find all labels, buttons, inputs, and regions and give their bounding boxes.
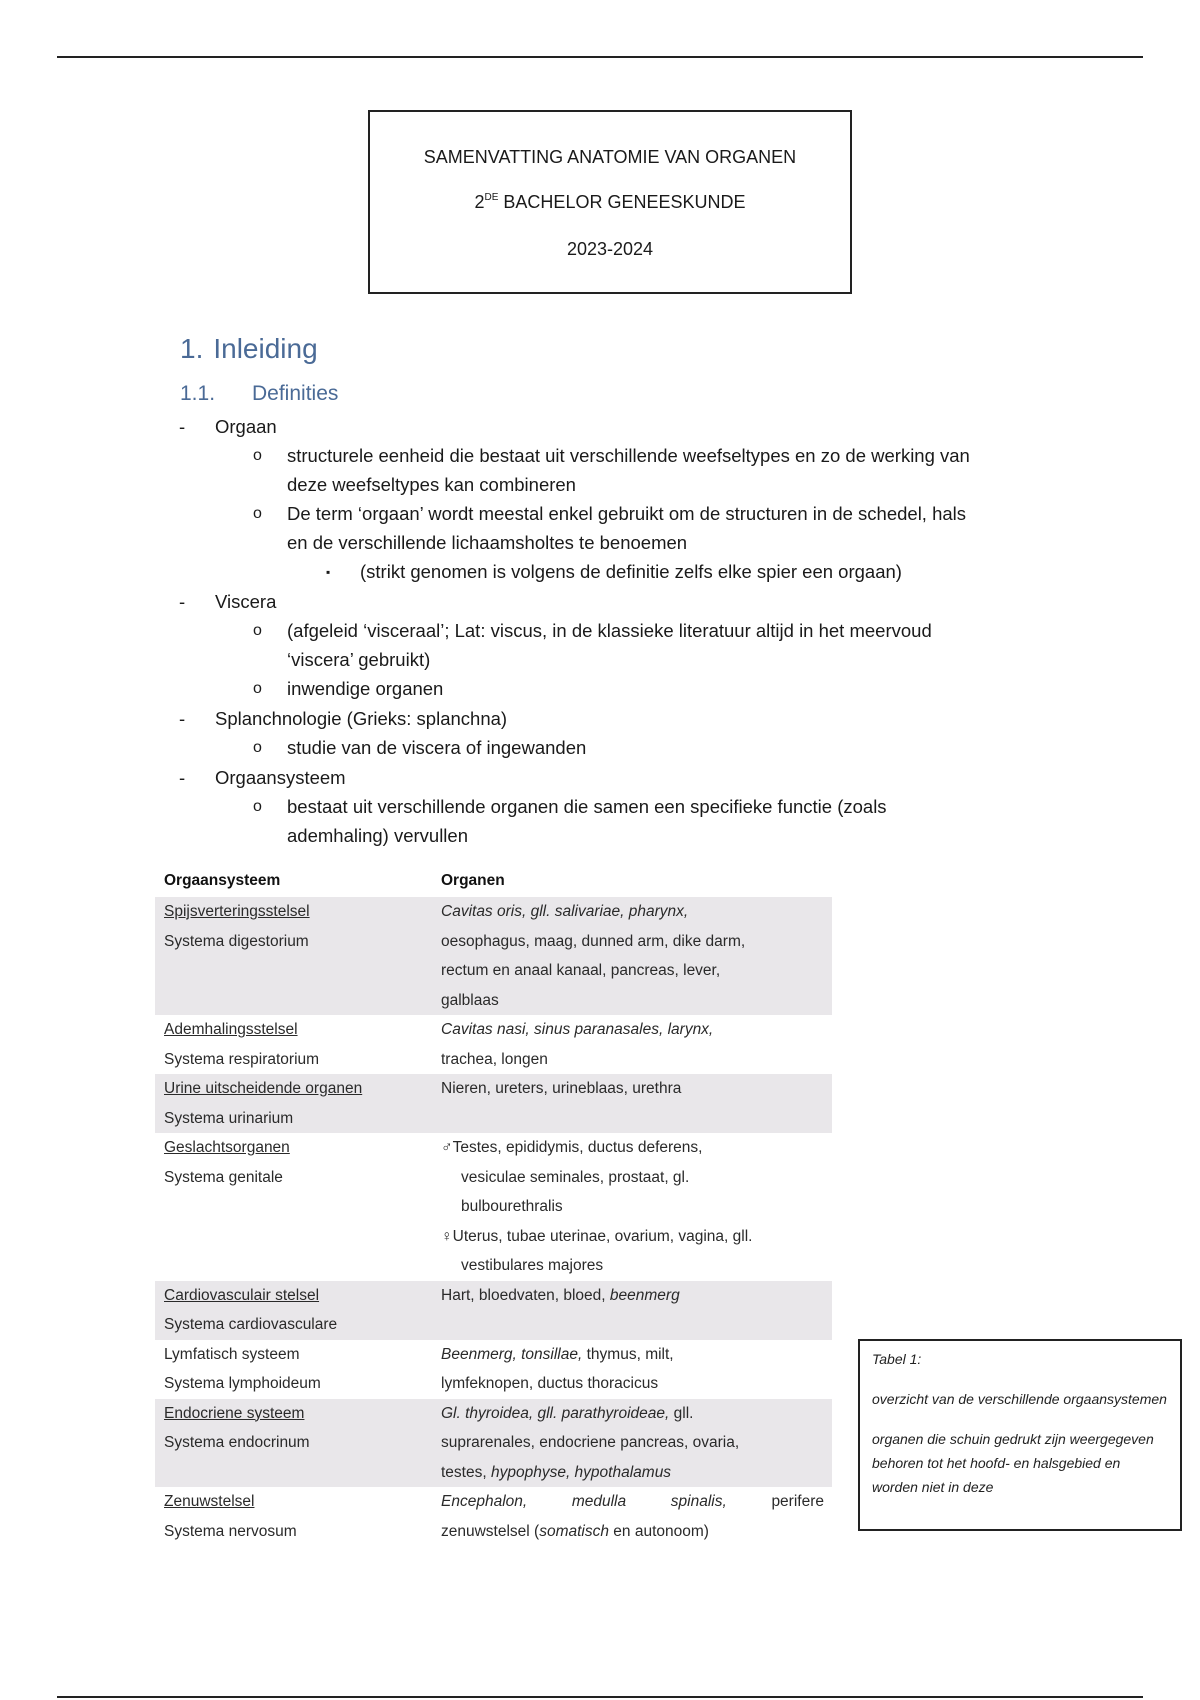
list-item: o De term ‘orgaan’ wordt meestal enkel gebruikt om de structuren in de schedel, hals xyxy=(287,500,1047,528)
circle-bullet: o xyxy=(253,622,262,639)
list-item-orgaan: - Orgaan xyxy=(215,413,277,441)
heading-2: 1.1. Definities xyxy=(180,382,339,405)
table-row: Zenuwstelsel Systema nervosum Encephalon, medulla spinalis, perifere zenuwstelsel (somatisch en autonoom) xyxy=(164,1493,824,1540)
table-row: Urine uitscheidende organen Systema urinarium Nieren, ureters, urineblaas, urethra xyxy=(155,1074,832,1133)
table-header xyxy=(155,865,832,897)
table-row: Cardiovasculair stelsel Systema cardiovasculare Hart, bloedvaten, bloed, beenmerg xyxy=(155,1281,832,1340)
circle-bullet: o xyxy=(253,447,262,464)
table-caption-box xyxy=(858,1339,1182,1531)
list-item: o structurele eenheid die bestaat uit verschillende weefseltypes en zo de werking van xyxy=(287,442,1047,470)
dash-bullet: - xyxy=(179,591,186,612)
list-item-viscera: - Viscera xyxy=(215,588,276,616)
list-item: o inwendige organen xyxy=(287,675,1047,703)
title-box xyxy=(368,110,852,294)
square-bullet: ▪ xyxy=(326,565,331,579)
list-item-orgaansysteem: - Orgaansysteem xyxy=(215,764,346,792)
circle-bullet: o xyxy=(253,505,262,522)
title-line-2: 2DE BACHELOR GENEESKUNDE xyxy=(474,192,746,212)
table-row: Lymfatisch systeem Systema lymphoideum Beenmerg, tonsillae, thymus, milt, lymfeknopen, ductus thoracicus xyxy=(164,1345,674,1392)
title-line-1: SAMENVATTING ANATOMIE VAN ORGANEN xyxy=(423,147,797,167)
list-item: o (afgeleid ‘visceraal’; Lat: viscus, in de klassieke literatuur altijd in het meervoud xyxy=(287,617,1047,645)
top-rule xyxy=(57,56,1143,58)
dash-bullet: - xyxy=(179,767,186,788)
title-line-3: 2023-2024 xyxy=(566,239,654,259)
table-row: Ademhalingsstelsel Systema respiratorium Cavitas nasi, sinus paranasales, larynx, trachea, longen xyxy=(164,1021,714,1068)
list-item-cont: ‘viscera’ gebruikt) xyxy=(287,649,431,670)
bottom-rule xyxy=(57,1696,1143,1698)
list-item: o bestaat uit verschillende organen die samen een specifieke functie (zoals xyxy=(287,793,1047,821)
caption-text-1: overzicht van de verschillende orgaansystemen xyxy=(872,1391,1167,1407)
list-item: o studie van de viscera of ingewanden xyxy=(287,734,1047,762)
circle-bullet: o xyxy=(253,739,262,756)
table-row: Endocriene systeem Systema endocrinum Gl. thyroidea, gll. parathyroideae, gll. suprarenales, endocriene pancreas, ovaria, testes, hypophyse, hypothalamus xyxy=(155,1399,832,1488)
circle-bullet: o xyxy=(253,798,262,815)
table-row: Spijsverteringsstelsel Systema digestorium Cavitas oris, gll. salivariae, pharynx, oesophagus, maag, dunned arm, dike darm, rectum en anaal kanaal, pancreas, lever, galblaas xyxy=(155,897,832,1015)
heading-1: 1. Inleiding xyxy=(180,333,318,364)
header-organen: Organen xyxy=(441,872,505,889)
circle-bullet: o xyxy=(253,680,262,697)
organ-systems-table xyxy=(155,865,832,1546)
dash-bullet: - xyxy=(179,416,186,437)
table-row: Geslachtsorganen Systema genitale ♂Testes, epididymis, ductus deferens, vesiculae seminales, prostaat, gl. bulbourethralis ♀Uterus, tubae uterinae, ovarium, vagina, gll. vestibulares majores xyxy=(164,1139,753,1274)
list-item-cont: en de verschillende lichaamsholtes te benoemen xyxy=(287,532,688,553)
list-item: ▪ (strikt genomen is volgens de definitie zelfs elke spier een orgaan) xyxy=(360,558,1060,586)
list-item-cont: ademhaling) vervullen xyxy=(287,825,468,846)
header-orgaansysteem: Orgaansysteem xyxy=(164,872,281,889)
list-item-splanchnologie: - Splanchnologie (Grieks: splanchna) xyxy=(215,705,507,733)
caption-title: Tabel 1: xyxy=(872,1351,922,1367)
list-item-cont: deze weefseltypes kan combineren xyxy=(287,474,576,495)
caption-text-2: organen die schuin gedrukt zijn weergegeven behoren tot het hoofd- en halsgebied en worden niet in deze xyxy=(872,1431,1154,1495)
dash-bullet: - xyxy=(179,708,186,729)
